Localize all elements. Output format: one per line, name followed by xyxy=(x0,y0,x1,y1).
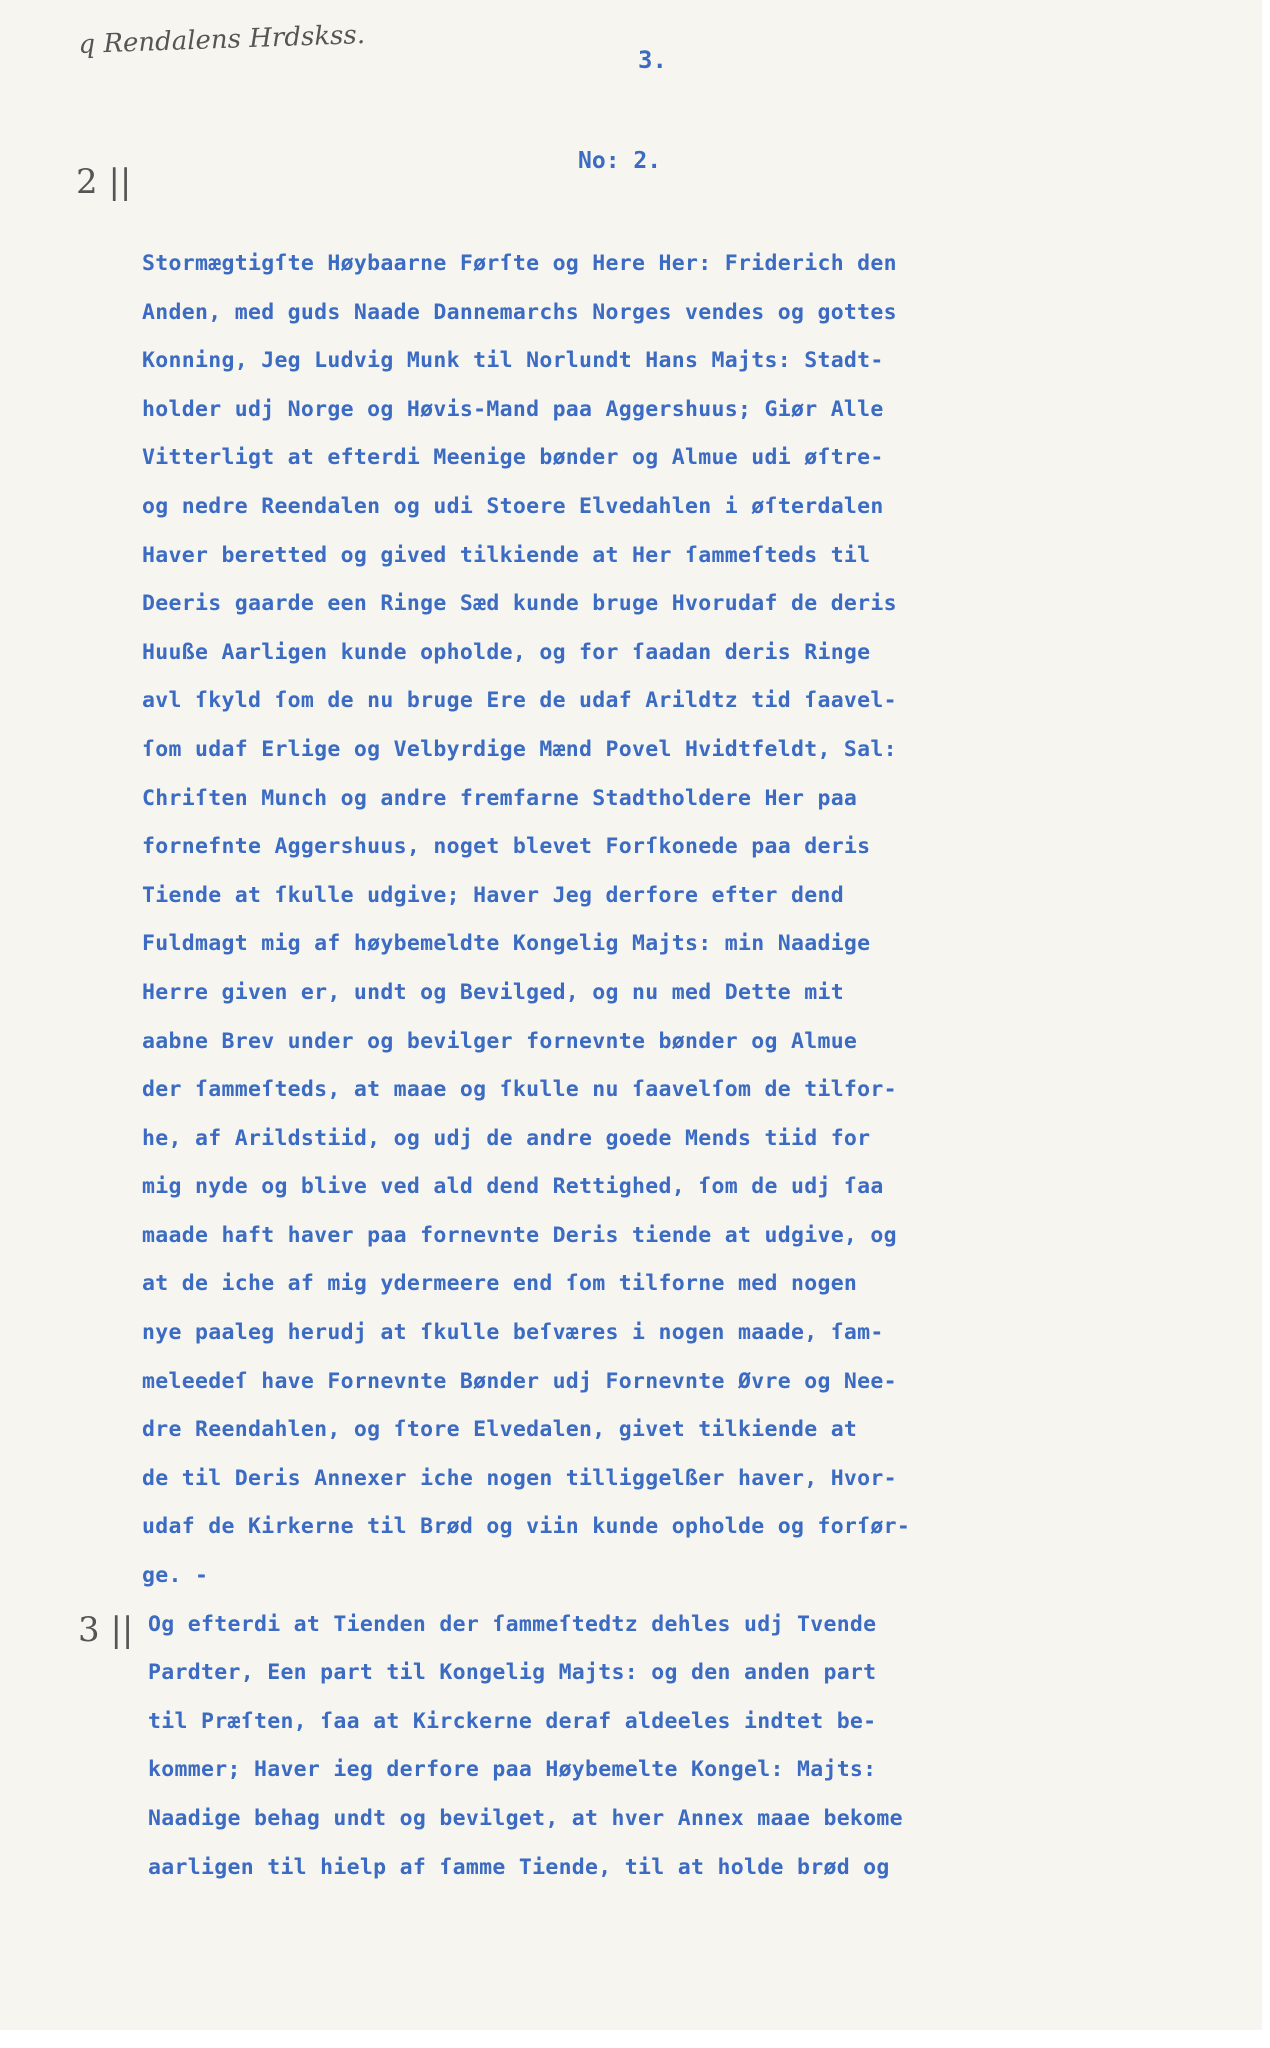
text-line: dre Reendahlen, og ſtore Elvedalen, givet tilkiende at xyxy=(142,1417,858,1443)
text-line: Anden, med guds Naade Dannemarchs Norges vendes og gottes xyxy=(142,299,897,325)
text-line: Deeris gaarde een Ringe Sæd kunde bruge Hvorudaf de deris xyxy=(142,591,897,617)
margin-mark-1: 2 || xyxy=(76,162,132,202)
text-line: nye paaleg herudj at ſkulle beſværes i nogen maade, ſam- xyxy=(142,1320,884,1346)
text-line: Og efterdi at Tienden der ſammeſtedtz dehles udj Tvende xyxy=(148,1611,877,1637)
text-line: mig nyde og blive ved ald dend Rettighed, ſom de udj ſaa xyxy=(142,1174,884,1200)
document-number: No: 2. xyxy=(578,148,662,174)
text-line: ge. - xyxy=(142,1563,209,1589)
text-line: til Præſten, ſaa at Kirckerne deraf aldeeles indtet be- xyxy=(148,1708,877,1734)
text-line: Stormægtigſte Høybaarne Førſte og Here Her: Friderich den xyxy=(142,251,897,276)
scan-border-right xyxy=(1262,0,1270,2048)
text-line: Tiende at ſkulle udgive; Haver Jeg derfore efter dend xyxy=(142,882,844,908)
text-line: maade haft haver paa fornevnte Deris tiende at udgive, og xyxy=(142,1222,897,1248)
text-line: holder udj Norge og Høvis-Mand paa Aggershuus; Giør Alle xyxy=(142,396,884,422)
text-line: Fuldmagt mig af høybemeldte Kongelig Majts: min Naadige xyxy=(142,931,871,957)
text-line: meleedeſ have Fornevnte Bønder udj Fornevnte Øvre og Nee- xyxy=(142,1368,897,1394)
text-line: Chriſten Munch og andre fremfarne Stadtholdere Her paa xyxy=(142,785,858,811)
text-line: aabne Brev under og bevilger fornevnte bønder og Almue xyxy=(142,1028,858,1054)
text-line: Naadige behag undt og bevilget, at hver Annex maae bekome xyxy=(148,1806,903,1831)
text-line: Pardter, Een part til Kongelig Majts: og den anden part xyxy=(148,1660,877,1686)
text-line: he, af Arildstiid, og udj de andre goede Mends tiid for xyxy=(142,1125,871,1151)
text-line: Herre given er, undt og Bevilged, og nu med Dette mit xyxy=(142,979,844,1005)
text-line: Vitterligt at efterdi Meenige bønder og Almue udi øſtre- xyxy=(142,445,884,471)
handwritten-note: q Rendalens Hrdskss. xyxy=(78,19,366,60)
margin-mark-2: 3 || xyxy=(78,1610,134,1650)
scan-border-bottom xyxy=(0,2030,1270,2048)
text-line: aarligen til hielp af ſamme Tiende, til at holde brød og xyxy=(148,1854,890,1880)
text-line: og nedre Reendalen og udi Stoere Elvedahlen i øſterdalen xyxy=(142,493,884,519)
page-number: 3. xyxy=(638,46,667,74)
text-line: kommer; Haver ieg derfore paa Høybemelte Kongel: Majts: xyxy=(148,1757,877,1783)
text-line: Konning, Jeg Ludvig Munk til Norlundt Hans Majts: Stadt- xyxy=(142,348,884,374)
text-line: ſom udaf Erlige og Velbyrdige Mænd Povel Hvidtfeldt, Sal: xyxy=(142,736,897,762)
body-text xyxy=(142,240,1242,1892)
text-line: avl ſkyld ſom de nu bruge Ere de udaf Arildtz tid ſaavel- xyxy=(142,688,897,714)
text-line: der ſammeſteds, at maae og ſkulle nu ſaavelſom de tilfor- xyxy=(142,1077,897,1103)
text-line: de til Deris Annexer iche nogen tilliggelßer haver, Hvor- xyxy=(142,1465,897,1491)
text-line: Haver beretted og gived tilkiende at Her ſammeſteds til xyxy=(142,542,871,568)
text-line: fornefnte Aggershuus, noget blevet Forſkonede paa deris xyxy=(142,834,871,860)
text-line: udaf de Kirkerne til Brød og viin kunde opholde og forſør- xyxy=(142,1514,911,1540)
text-line: Huuße Aarligen kunde opholde, og for ſaadan deris Ringe xyxy=(142,639,871,665)
text-line: at de iche af mig ydermeere end ſom tilforne med nogen xyxy=(142,1271,858,1297)
